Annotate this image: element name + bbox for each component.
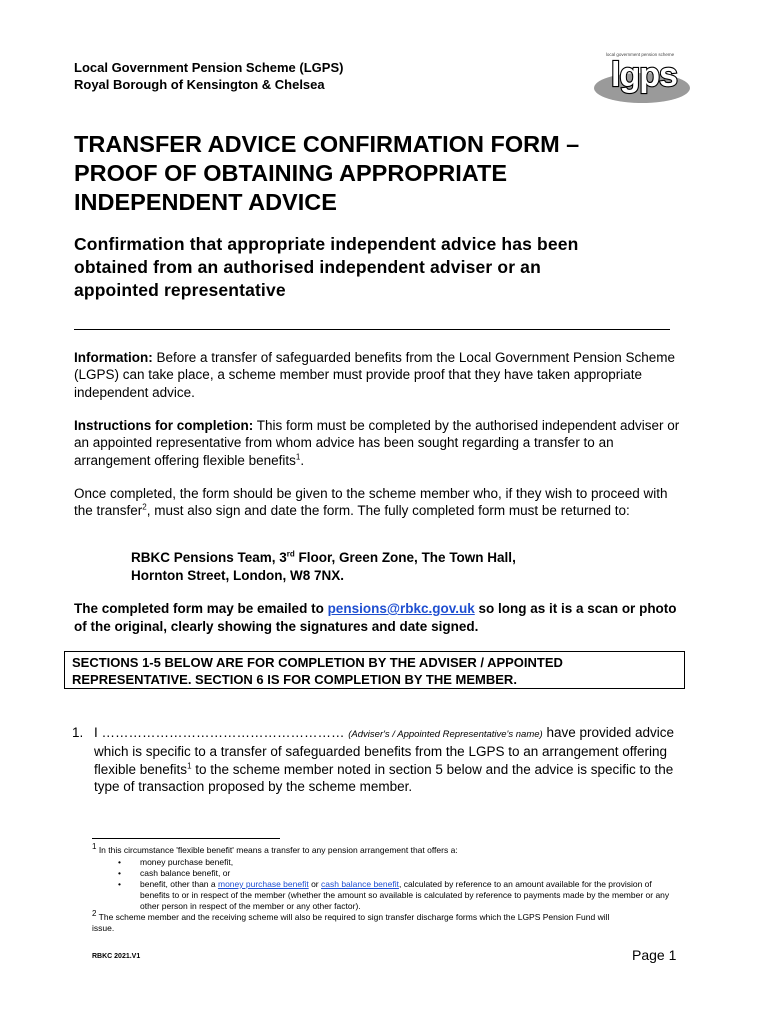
title-line-1: TRANSFER ADVICE CONFIRMATION FORM – bbox=[74, 131, 580, 157]
title-line-3: INDEPENDENT ADVICE bbox=[74, 189, 337, 215]
title-line-2: PROOF OF OBTAINING APPROPRIATE bbox=[74, 160, 508, 186]
footnote-1-text: In this circumstance 'flexible benefit' means a transfer to any pension arrangement that offers a: bbox=[96, 845, 458, 855]
address-part-b: Floor, Green Zone, The Town Hall, bbox=[294, 550, 516, 565]
footnote-ref-2: 2 bbox=[142, 502, 147, 512]
email-link[interactable]: pensions@rbkc.gov.uk bbox=[327, 601, 475, 616]
header-line-1: Local Government Pension Scheme (LGPS) bbox=[74, 60, 344, 75]
footnote-1-number: 1 bbox=[92, 842, 97, 852]
adviser-name-hint: (Adviser's / Appointed Representative's name) bbox=[348, 729, 543, 740]
address-line-2: Hornton Street, London, W8 7NX. bbox=[131, 568, 344, 583]
bullet-dot: • bbox=[118, 868, 121, 878]
subtitle-line-1: Confirmation that appropriate independent advice has been bbox=[74, 234, 579, 254]
money-purchase-benefit-link[interactable]: money purchase benefit bbox=[217, 879, 309, 889]
once-completed-paragraph bbox=[74, 485, 680, 520]
bullet-3-end: , calculated by reference to an amount available for the provision of benefits to or in respect of the member (whether the amount so available is calculated by reference to payments made by the member or any other person in respect of the member or any other factor). bbox=[140, 879, 670, 911]
header-line-2: Royal Borough of Kensington & Chelsea bbox=[74, 77, 325, 92]
subtitle-line-3: appointed representative bbox=[74, 280, 286, 300]
sections-notice-line-2: REPRESENTATIVE. SECTION 6 IS FOR COMPLETION BY THE MEMBER. bbox=[72, 672, 517, 687]
footnote-1 bbox=[92, 842, 692, 856]
information-paragraph bbox=[74, 349, 680, 401]
sections-notice-line-1: SECTIONS 1-5 BELOW ARE FOR COMPLETION BY THE ADVISER / APPOINTED bbox=[72, 655, 563, 670]
logo-tagline: local government pension scheme bbox=[605, 52, 675, 57]
item-end: to the scheme member noted in section 5 below and the advice is specific to the type of transaction proposed by the scheme member. bbox=[94, 761, 674, 794]
document-reference: RBKC 2021.V1 bbox=[92, 953, 141, 960]
information-text: Before a transfer of safeguarded benefits from the Local Government Pension Scheme (LGPS) can take place, a scheme member must provide proof that they have taken appropriate independent advice. bbox=[74, 350, 676, 400]
email-note bbox=[74, 600, 684, 636]
return-address bbox=[131, 549, 516, 585]
item-footnote-ref: 1 bbox=[187, 761, 192, 771]
bullet-dot: • bbox=[118, 879, 121, 889]
page-subtitle bbox=[74, 233, 684, 302]
information-label: Information: bbox=[74, 350, 153, 365]
footnote-separator bbox=[92, 838, 280, 839]
instructions-paragraph bbox=[74, 417, 680, 469]
footnote-2-number: 2 bbox=[92, 909, 97, 919]
footnote-bullet-3 bbox=[140, 879, 680, 912]
cash-balance-benefit-link[interactable]: cash balance benefit bbox=[321, 879, 399, 889]
footnote-2 bbox=[92, 909, 632, 934]
instructions-text: This form must be completed by the authorised independent adviser or an appointed representative from whom advice has been sought regarding a transfer to an arrangement offering flexible benefits bbox=[74, 418, 680, 468]
footnote-ref-1: 1 bbox=[295, 452, 301, 462]
address-line-1 bbox=[131, 549, 516, 567]
item-start: I ……………………………………………… bbox=[94, 725, 349, 740]
item-mid: have provided advice which is specific to a transfer of safeguarded benefits from the LGPS to an arrangement offering flexible benefits bbox=[94, 725, 675, 777]
email-note-after: so long as it is a scan or photo of the original, clearly showing the signatures and date signed. bbox=[74, 601, 677, 634]
page-number: Page 1 bbox=[632, 947, 677, 963]
footnote-2-text: The scheme member and the receiving scheme will also be required to sign transfer discharge forms which the LGPS Pension Fund will issue. bbox=[92, 912, 610, 933]
email-note-before: The completed form may be emailed to bbox=[74, 601, 328, 616]
address-part-a: RBKC Pensions Team, 3 bbox=[131, 550, 287, 565]
bullet-3-or: or bbox=[308, 879, 321, 889]
address-sup: rd bbox=[286, 549, 295, 559]
footnote-bullet-1: money purchase benefit, bbox=[140, 857, 234, 867]
instructions-end: . bbox=[300, 452, 305, 468]
lgps-logo bbox=[592, 46, 692, 106]
subtitle-line-2: obtained from an authorised independent adviser or an bbox=[74, 257, 541, 277]
once-text-1: Once completed, the form should be given to the scheme member who, if they wish to proceed with the transfer bbox=[74, 486, 668, 519]
instructions-label: Instructions for completion: bbox=[74, 418, 254, 433]
once-text-2: , must also sign and date the form. The fully completed form must be returned to: bbox=[146, 503, 630, 519]
item-number: 1. bbox=[72, 725, 84, 740]
page-title bbox=[74, 130, 684, 217]
logo-text: lgps bbox=[611, 56, 677, 94]
item-text bbox=[94, 724, 684, 795]
title-divider bbox=[74, 329, 670, 330]
footnote-bullet-2: cash balance benefit, or bbox=[140, 868, 231, 878]
bullet-3-start: benefit, other than a bbox=[140, 879, 218, 889]
bullet-dot: • bbox=[118, 857, 121, 867]
sections-notice-box bbox=[64, 651, 685, 689]
